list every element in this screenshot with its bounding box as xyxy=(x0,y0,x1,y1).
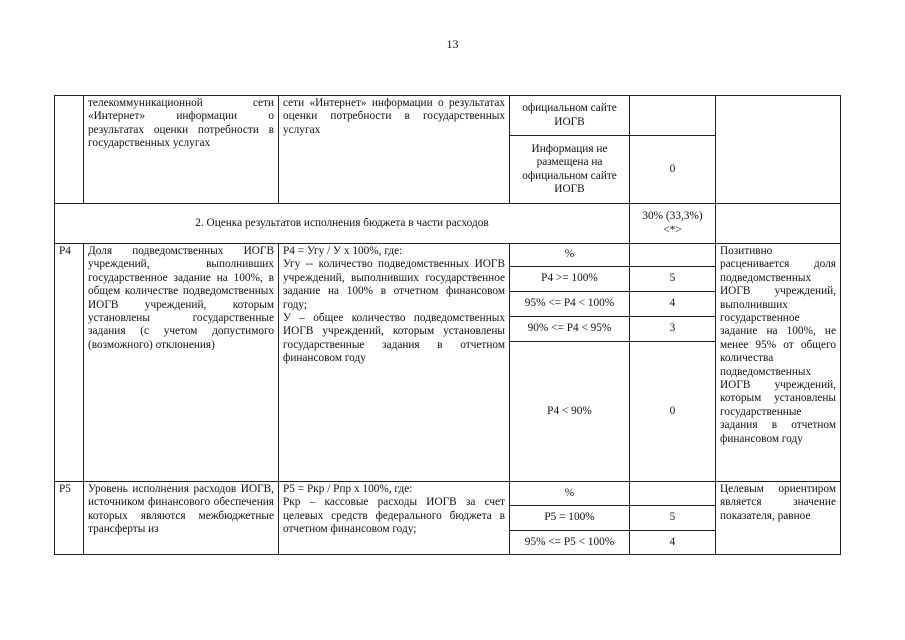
formula-cell: сети «Интернет» информации о результатах оценки потребности в государственных услугах xyxy=(279,96,510,204)
criteria-cell: Р5 = 100% xyxy=(510,506,630,531)
table-row xyxy=(55,482,841,506)
note-cell: Целевым ориентиром является значение показателя, равное xyxy=(716,482,841,555)
table-row xyxy=(55,96,841,136)
score-cell xyxy=(630,482,716,506)
code-cell: Р4 xyxy=(55,244,84,482)
table-row xyxy=(55,244,841,267)
score-cell: 4 xyxy=(630,292,716,317)
evaluation-table xyxy=(54,95,841,555)
formula-cell: Р4 = Угу / У х 100%, где: Угу -- количество подведомственных ИОГВ учреждений, выполнивших государственное задание на 100% в отчетном финансовом году; У – общее количество подведомственных ИОГВ учреждений, которым установлены государственные задания в отчетном финансовом году xyxy=(279,244,510,482)
criteria-cell: Информация не размещена на официальном сайте ИОГВ xyxy=(510,136,630,204)
note-cell xyxy=(716,204,841,244)
criteria-cell: 95% <= Р4 < 100% xyxy=(510,292,630,317)
score-cell: 0 xyxy=(630,136,716,204)
criteria-cell: Р4 >= 100% xyxy=(510,267,630,292)
score-cell: 4 xyxy=(630,531,716,555)
score-cell: 0 xyxy=(630,342,716,482)
section-title: 2. Оценка результатов исполнения бюджета в части расходов xyxy=(55,204,630,244)
score-cell xyxy=(630,244,716,267)
note-cell xyxy=(716,96,841,204)
description-cell: телекоммуникационной сети «Интернет» информации о результатах оценки потребности в государственных услугах xyxy=(84,96,279,204)
score-cell: 3 xyxy=(630,317,716,342)
criteria-cell: 95% <= Р5 < 100% xyxy=(510,531,630,555)
code-cell xyxy=(55,96,84,204)
criteria-cell: Р4 < 90% xyxy=(510,342,630,482)
section-weight: 30% (33,3%) <*> xyxy=(630,204,716,244)
unit-cell: % xyxy=(510,244,630,267)
score-cell: 5 xyxy=(630,506,716,531)
criteria-cell: 90% <= Р4 < 95% xyxy=(510,317,630,342)
note-cell: Позитивно расценивается доля подведомственных ИОГВ учреждений, выполнивших государственное задание на 100%, не менее 95% от общего количества подведомственных ИОГВ учреждений, которым установлены государственные задания в отчетном финансовом году xyxy=(716,244,841,482)
unit-cell: % xyxy=(510,482,630,506)
page-number: 13 xyxy=(446,37,459,51)
formula-cell: Р5 = Ркр / Рпр х 100%, где: Ркр – кассовые расходы ИОГВ за счет целевых средств федерального бюджета в отчетном финансовом году; xyxy=(279,482,510,555)
criteria-cell: официальном сайте ИОГВ xyxy=(510,96,630,136)
section-row xyxy=(55,204,841,244)
description-cell: Уровень исполнения расходов ИОГВ, источником финансового обеспечения которых являются межбюджетные трансферты из xyxy=(84,482,279,555)
code-cell: Р5 xyxy=(55,482,84,555)
score-cell: 5 xyxy=(630,267,716,292)
score-cell xyxy=(630,96,716,136)
description-cell: Доля подведомственных ИОГВ учреждений, выполнивших государственное задание на 100%, в общем количестве подведомственных ИОГВ учреждений, которым установлены государственные задания (с учетом допустимого (возможного) отклонения) xyxy=(84,244,279,482)
